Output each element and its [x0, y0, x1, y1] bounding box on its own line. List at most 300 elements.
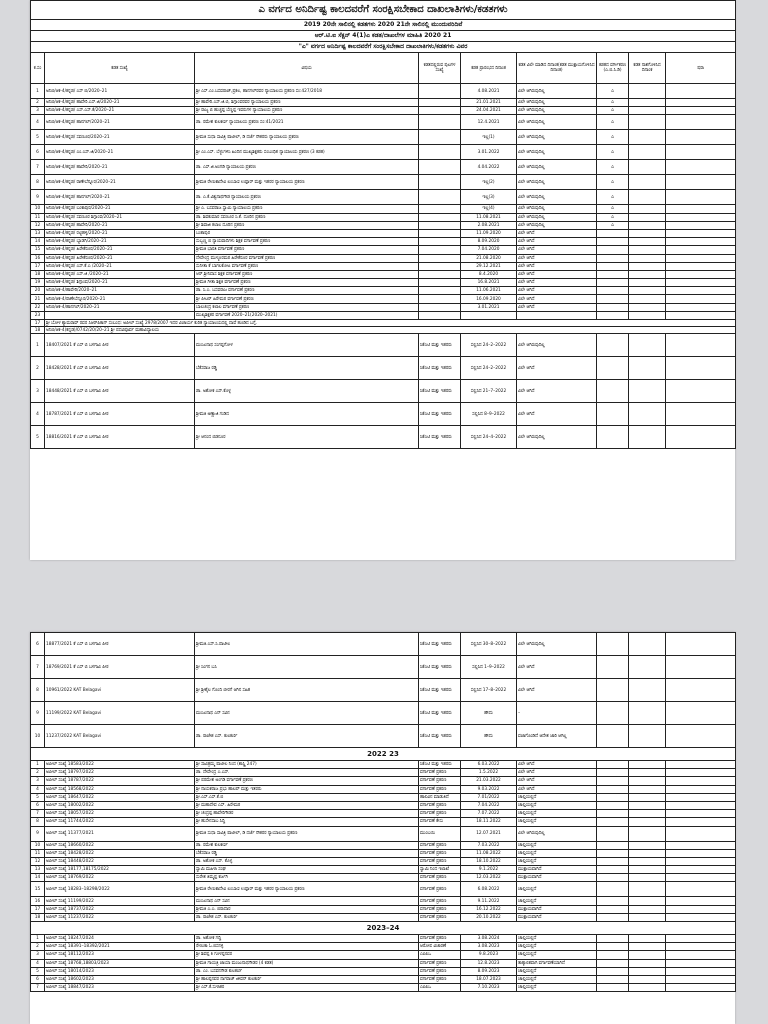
table-cell-subject: ಡಾ. ಸಿ.ಎ. ಬಸವರಾಜ ವರ್ಗಾವಣೆ ಪ್ರಕರಣ [195, 287, 419, 295]
table-row [31, 935, 736, 943]
table-row [31, 246, 736, 254]
row-number: 17 [31, 320, 45, 327]
table-cell-end: ವಿಲೇ ಆಗಿರುವುದಿಲ್ಲ [517, 190, 597, 205]
table-row [31, 874, 736, 882]
table-cell-remarks [666, 115, 736, 130]
table-cell- [629, 633, 666, 656]
table-cell-start: 8.09.2020 [461, 238, 517, 246]
table-cell-no: 4 [31, 403, 45, 426]
table-cell-file: ಅನಿಬಿ/ಆಕ-4/ಕನ್ನಡ/ ಹಾವೇರಿ.ಎಸ್.ಜಿ/2020–21 [45, 99, 195, 107]
table-cell-file: ಅಪೀಲ್ ಸಂಖ್ಯೆ 18448/2022 [45, 857, 195, 865]
note-text: ಶ್ರೀ ಬೋಳ ಶ್ಯಾಮರಾವ್ ರವರ ಸಿಆರ್‌ಪಿಕಾನ್ ಸಂಬಂಧ: ಅಪೀಲ್ ಸಂಖ್ಯೆ 2978/2007 ಇದರ ವಿಚಾರ್ಯ ಕುರಿತ ನ್ಯಾಯಾಲಯದಲ್ಲಿ ದಾವೆ ಹೂಡಿದ ಬಗ್ಗೆ. [45, 320, 736, 327]
table-row [31, 145, 736, 160]
table-row [31, 905, 736, 913]
table-cell-end: ವಿಲೇ ಆಗಿದೆ [517, 777, 597, 785]
table-cell-start: 16.09.2020 [461, 295, 517, 303]
table-cell-pages [419, 221, 461, 229]
table-cell-class: ಎ [597, 213, 629, 221]
table-cell- [597, 874, 629, 882]
table-cell-end: ವಿಲೇ ಆಗಿರುವುದಿಲ್ಲ [517, 205, 597, 213]
document-title: ಎ ವರ್ಗದ ಅನಿರ್ದಿಷ್ಟ ಕಾಲದವರೆಗೆ ಸಂರಕ್ಷಿಸಬೇಕಾದ ದಾಖಲಾತಿಗಳು/ಕಡತಗಳು [31, 1, 736, 20]
table-cell-subject: ಮಂಜುನಾಥ ಸಂಗಪ್ಪಗೋಳ [195, 334, 419, 357]
table-cell-class [597, 279, 629, 287]
table-cell- [629, 849, 666, 857]
year-heading: 2023–24 [31, 922, 736, 935]
table-row [31, 761, 736, 769]
table-cell-pages [419, 229, 461, 237]
table-cell-end: ಚಾಲ್ತಿಯಲ್ಲಿದೆ [517, 967, 597, 975]
table-cell-end: ವಿಲೇ ಆಗಿದೆ [517, 246, 597, 254]
table-cell-remarks [666, 107, 736, 115]
table-cell-start: 18.07.2023 [461, 975, 517, 983]
table-cell-pages: ವರ್ಗಾವಣೆ ಪ್ರಕರಣ [419, 897, 461, 905]
table-cell-no: 13 [31, 866, 45, 874]
table-cell-start: 9.1.2022 [461, 866, 517, 874]
table-cell- [629, 769, 666, 777]
table-cell-start: 11.08.2021 [461, 213, 517, 221]
table-cell-file: ಅನಿಬಿ/ಆಕ-4/ಕನ್ನಡ/ ಎಂ.ಎಸ್.ಜಿ/2020–21 [45, 145, 195, 160]
table-cell-pages [419, 238, 461, 246]
table-cell-start: 21.03.2022 [461, 777, 517, 785]
table-cell-file: ಅಪೀಲ್ ಸಂಖ್ಯೆ 18283–18298/2022 [45, 882, 195, 897]
table-row [31, 107, 736, 115]
table-cell-file: ಅಪೀಲ್ ಸಂಖ್ಯೆ 18647/2022 [45, 793, 195, 801]
table-cell-start: ಸಲ್ಲಿಸಿದ 17–8–2022 [461, 679, 517, 702]
table-cell-start: 9.8.2023 [461, 951, 517, 959]
table-cell-subject: ಸುಬ್ಬಣ್ಣ ಬಿ ನ್ಯಾಯವಾದಿಗಳು ಶಿಕ್ಷಕ ವರ್ಗಾವಣೆ ಪ್ರಕರಣ [195, 238, 419, 246]
table-cell-start: 7.01/2022 [461, 793, 517, 801]
table-cell-no: 8 [31, 679, 45, 702]
table-row [31, 951, 736, 959]
table-cell-subject: ಶ್ರೀ ಪರಮೇಶ ಅಂಗಡಿ ವರ್ಗಾವಣೆ ಪ್ರಕರಣ [195, 777, 419, 785]
table-cell-remarks [666, 311, 736, 319]
table-cell- [666, 841, 736, 849]
table-cell-no: 12 [31, 221, 45, 229]
table-cell-no: 7 [31, 160, 45, 175]
table-cell-start: ಸಲ್ಲಿಸಿದ 30–8–2022 [461, 633, 517, 656]
table-cell-subject: ಮುಖ್ಯಶಿಕ್ಷಕರ ವರ್ಗಾವಣೆ 2020–21(2020–2021) [195, 311, 419, 319]
table-cell-pages [419, 303, 461, 311]
table-cell- [597, 935, 629, 943]
table-cell-pages: ಸಿಕೆಎಟಿ ಮತ್ತು ಇತರರು [419, 725, 461, 748]
table-cell-subject: ಶ್ರೀ ಎಸ್.ಕೆ.ಸುಳಾಕರ [195, 984, 419, 992]
table-row [31, 213, 736, 221]
table-cell-subject: ಶ್ರೀಮತಿ ಅಣ್ಣಾಜಿ ಗುಡಿದ [195, 403, 419, 426]
table-cell-start: 4.08.2021 [461, 84, 517, 99]
table-cell-file: ಅಪೀಲ್ ಸಂಖ್ಯೆ 18769/2022 [45, 874, 195, 882]
table-row [31, 882, 736, 897]
table-cell- [666, 984, 736, 992]
table-cell-remarks [666, 702, 736, 725]
table-cell-pages: ಹಾಲಿವಿನ ಮಾಡುತಿದೆ [419, 793, 461, 801]
table-cell-subject: ಶ್ರೀ ಚಂದ್ರಪ್ಪ ಹಾವೇರಿಗೌಡರ [195, 810, 419, 818]
table-cell-start: 6.03.2022 [461, 761, 517, 769]
table-cell-no: 6 [31, 633, 45, 656]
kat-case-row [31, 426, 736, 449]
table-cell-pages: ಸಿಕೆಎಟಿ ಮತ್ತು ಇತರರು [419, 702, 461, 725]
table-cell-file: ಅನಿಬಿ/ಆಕ-4/ಕನ್ನಡ/ ಹಿರೇಕೆರೂರ/2020–21 [45, 254, 195, 262]
table-cell- [666, 810, 736, 818]
table-cell-no: 4 [31, 115, 45, 130]
table-cell- [597, 334, 629, 357]
document-page-1 [30, 0, 735, 560]
table-cell-subject: ಶ್ರೀಮತಿ ರೇಣುಕಾದೇವಿ ಲಂಬಾಣಿ ಉಪ್ಪಾರ್ ಮತ್ತು ಇತರರ ನ್ಯಾಯಾಲಯ ಪ್ರಕರಣ [195, 175, 419, 190]
table-row [31, 84, 736, 99]
table-cell-end: ಚಾಲ್ತಿಯಲ್ಲಿದೆ [517, 935, 597, 943]
table-cell-start: 12.4.2021 [461, 115, 517, 130]
table-cell- [629, 801, 666, 809]
table-cell-end: ಮುಕ್ತಾಯವಾಗಿದೆ [517, 905, 597, 913]
table-cell- [597, 818, 629, 826]
table-cell-start: ಸಲ್ಲಿಸಿದ 21–7–2022 [461, 380, 517, 403]
table-cell-end: ವಿಲೇ ಆಗಿರುವುದಿಲ್ಲ [517, 633, 597, 656]
document-page-2 [30, 632, 735, 1024]
table-cell-subject: ಶ್ರೀ ಎಂ.ಎಸ್. ಬೆಳ್ಳುಗಳಿಸಿ ಹಿಂದಿನ ಮುಖ್ಯಶಿಕ್ಷಕರು ಸಂಬಂಧಿತ ನ್ಯಾಯಾಲಯ ಪ್ರಕರಣ (3 ಕಡತ) [195, 145, 419, 160]
table-cell-pages [419, 279, 461, 287]
table-row [31, 959, 736, 967]
table-cell- [597, 679, 629, 702]
table-cell-start: 21.01.2021 [461, 99, 517, 107]
table-cell-start: ಸಲ್ಲಿಸಿದ 24–4–2022 [461, 426, 517, 449]
table-cell-subject: ಶ್ರೀ ರಾಜ್ಯ ಬಿ ಹುಚ್ಚಪ್ಪ ಬೆಣ್ಣಪ್ಪ ಇವರುಗಳ ನ್ಯಾಯಾಲಯ ಪ್ರಕರಣ [195, 107, 419, 115]
table-cell-pages: ವರ್ಗಾವಣೆ ಪ್ರಕರಣ [419, 841, 461, 849]
table-cell- [597, 793, 629, 801]
table-cell-subject: ಶ್ರೀ ಹಾವೇರಿ.ಎಸ್.ಜಿ.ಬಿ, ಶಿಗ್ಗಾಂವರವರ ನ್ಯಾಯಾಲಯ ಪ್ರಕರಣ [195, 99, 419, 107]
table-row [31, 115, 736, 130]
table-cell- [666, 426, 736, 449]
table-cell-file: ಅನಿಬಿ/ಆಕ-4/ಕನ್ನಡ/ ಹಾವೇರಿ/2020–21 [45, 221, 195, 229]
table-cell-subject: ಡಾ. ಅಶೋಕ ಎಸ್.ಕೊಳ್ಳ [195, 380, 419, 403]
table-cell-end: ಚಾಲ್ತಿಯಲ್ಲಿದೆ [517, 857, 597, 865]
table-cell-end: ವಿಲೇ ಆಗಿರುವುದಿಲ್ಲ [517, 145, 597, 160]
table-cell-start: 24.04.2021 [461, 107, 517, 115]
table-cell-no: 7 [31, 656, 45, 679]
column-header: ಕ.ಸಂ [31, 53, 45, 84]
table-cell- [666, 334, 736, 357]
column-header: ಷರಾ [666, 53, 736, 84]
table-cell-pages: ಸ್ವಾಮಿ ನಿಂದ ಇಲಾಖೆ [419, 866, 461, 874]
table-row [31, 793, 736, 801]
table-cell-no: 6 [31, 975, 45, 983]
table-cell-no: 22 [31, 303, 45, 311]
table-cell- [666, 849, 736, 857]
table-cell-pages [419, 205, 461, 213]
table-cell-file: ಅಪೀಲ್ ಸಂಖ್ಯೆ 18768,18803/2023 [45, 959, 195, 967]
table-cell- [629, 984, 666, 992]
table-cell-end [517, 311, 597, 319]
table-cell-file: ಅನಿಬಿ/ಆಕ-4/ಕನ್ನಡ/ ಎಸ್ ಬಿ/2020–21 [45, 84, 195, 99]
table-cell-pages: ವರ್ಗಾವಣೆ ಪ್ರಕರಣ [419, 959, 461, 967]
table-cell-subject: ಬಂಕಾಪುರ [195, 229, 419, 237]
note-text: ಅನಿಬಿ/ಆಕ-4(ಕನ್ನಡ)/0742/20/20–21 ಶ್ರೀ ಪದವಿಪೂರ್ವ ಮಹಾವಿದ್ಯಾಲಯ [45, 327, 736, 334]
table-cell-no: 3 [31, 777, 45, 785]
table-cell- [666, 818, 736, 826]
year-heading: 2022 23 [31, 748, 736, 761]
table-cell-remarks [666, 221, 736, 229]
table-cell-no: 12 [31, 857, 45, 865]
table-cell-destroyed [629, 145, 666, 160]
table-cell-start: 7.04.2022 [461, 801, 517, 809]
table-cell-destroyed [629, 254, 666, 262]
table-cell-file: ಅಪೀಲ್ ಸಂಖ್ಯೆ 18602/2023 [45, 975, 195, 983]
table-cell-remarks [666, 175, 736, 190]
table-cell-no: 7 [31, 984, 45, 992]
table-cell-start: ಸಲ್ಲಿಸಿದ 1–9–2022 [461, 656, 517, 679]
table-cell-pages [419, 107, 461, 115]
table-cell-destroyed [629, 279, 666, 287]
table-cell-subject: ಡಾ. ಎ.ಕೆ.ವಿಶ್ವನಾಥಗೌಡ ನ್ಯಾಯಾಲಯ ಪ್ರಕರಣ [195, 190, 419, 205]
table-cell-file: ಅನಿಬಿ/ಆಕ-4/ಕನ್ನಡ/ ಹಾನಗಲ್/2020–21 [45, 190, 195, 205]
table-cell-file: ಅನಿಬಿ/ಆಕ-4/ಕನ್ನಡ/ ರಟ್ಟಿಹಳ್ಳಿ/2020–21 [45, 229, 195, 237]
table-cell-file: ಅಪೀಲ್ ಸಂಖ್ಯೆ 18568/2022 [45, 785, 195, 793]
table-cell- [597, 967, 629, 975]
table-cell-file: ಅನಿಬಿ/ಆಕ-4/ಕನ್ನಡ/ ಬ್ಯಾಡಗಿ/2020–21 [45, 238, 195, 246]
table-cell-start: 11.06.2021 [461, 287, 517, 295]
note-row [31, 320, 736, 327]
continuation-table [30, 632, 736, 992]
table-cell- [597, 777, 629, 785]
table-row [31, 221, 736, 229]
table-cell- [597, 943, 629, 951]
table-cell- [597, 633, 629, 656]
table-cell- [629, 761, 666, 769]
table-cell-file: ಅನಿಬಿ/ಆಕ-4/ಕನ್ನಡ/ ಬಂಕಾಪುರ/2020–21 [45, 205, 195, 213]
table-cell-no: 18 [31, 913, 45, 921]
table-cell-no: 16 [31, 897, 45, 905]
table-cell-file: ಅಪೀಲ್ ಸಂಖ್ಯೆ 18177,18175/2022 [45, 866, 195, 874]
kat-case-row [31, 679, 736, 702]
kat-case-row [31, 334, 736, 357]
table-cell-start: 12.07.2021 [461, 826, 517, 841]
table-cell- [597, 403, 629, 426]
table-cell-start: 11.09.2020 [461, 229, 517, 237]
table-cell- [666, 943, 736, 951]
table-cell-remarks [666, 633, 736, 656]
table-cell-subject: ಡಾ. ರಾಜೇಶ ಎಸ್. ಕುಲಕರ್ಣಿ [195, 725, 419, 748]
table-cell- [597, 357, 629, 380]
table-cell- [597, 849, 629, 857]
table-cell-subject: ಸ್ವಾಮಿ ಮಹಿಳಾ ಸಂಘ [195, 866, 419, 874]
table-cell-start: 12.8.2023 [461, 959, 517, 967]
table-cell-file: ಅಪೀಲ್ ಸಂಖ್ಯೆ 18002/2022 [45, 801, 195, 809]
kat-case-row [31, 656, 736, 679]
table-cell-file: 10961/2022 KAT Belagavi [45, 679, 195, 702]
note-row [31, 327, 736, 334]
table-cell-remarks [666, 84, 736, 99]
table-cell-destroyed [629, 175, 666, 190]
table-cell-pages [419, 246, 461, 254]
table-cell- [629, 777, 666, 785]
table-cell-end: ವಿಲೇ ಆಗಿರುವುದಿಲ್ಲ [517, 175, 597, 190]
table-row [31, 205, 736, 213]
table-row [31, 975, 736, 983]
table-cell-subject: ಶ್ರೀ ಸಾವಿತ್ರಮ್ಮ ಪಾಟೀಲ ನಿಂದ (ಶಾಸ್ತ್ರಿ 247) [195, 761, 419, 769]
table-cell-remarks [666, 99, 736, 107]
table-row [31, 866, 736, 874]
table-cell-destroyed [629, 205, 666, 213]
table-cell-remarks [666, 213, 736, 221]
table-cell-remarks [666, 725, 736, 748]
table-cell-end: ಚಾಲ್ತಿಯಲ್ಲಿದೆ [517, 793, 597, 801]
column-header: ಕಡತ ಸಂಖ್ಯೆ [45, 53, 195, 84]
table-cell-pages: ವರ್ಗಾವಣೆ ಪ್ರಕರಣ [419, 905, 461, 913]
table-cell-end: ಚಾಲ್ತಿಯಲ್ಲಿದೆ [517, 818, 597, 826]
table-cell-start: 12.03.2022 [461, 874, 517, 882]
table-cell- [666, 866, 736, 874]
table-cell-no: 1 [31, 761, 45, 769]
table-cell-pages: ವರ್ಗಾವಣೆ ಪ್ರಕರಣ [419, 967, 461, 975]
table-cell-no: 11 [31, 849, 45, 857]
table-cell-start: 3.01.2021 [461, 303, 517, 311]
table-cell-pages: ಸಿಕೆಎಟಿ ಮತ್ತು ಇತರರು [419, 679, 461, 702]
table-cell-end: ವಿಲೇ ಆಗಿದೆ [517, 295, 597, 303]
table-cell-destroyed [629, 160, 666, 175]
table-cell-subject: ಶ್ರೀ ಎಸ್.ಎಂ.ಬಸವರಾಜ್,ಪ್ರಕಲ, ಹಾನಗಲ್‌ರವರ ನ್ಯಾಯಾಲಯ ಪ್ರಕರಣ ಸಂ:427/2018 [195, 84, 419, 99]
table-cell-file: ಅನಿಬಿ/ಆಕ-4/ಕನ್ನಡ/ ಹಾವೇರಿ/2020–21 [45, 160, 195, 175]
table-cell- [666, 761, 736, 769]
table-cell-pages [419, 213, 461, 221]
table-cell-remarks [666, 270, 736, 278]
table-cell-end: ಮುಕ್ತಾಯವಾಗಿದೆ [517, 866, 597, 874]
table-cell-end: ವಿಲೇ ಆಗಿರುವುದಿಲ್ಲ [517, 334, 597, 357]
table-cell-start: ಸಲ್ಲಿಸಿದ 8–9–2022 [461, 403, 517, 426]
table-cell- [629, 656, 666, 679]
table-cell- [666, 801, 736, 809]
table-cell- [629, 818, 666, 826]
table-cell-end: ಮುಕ್ತಾಯವಾಗಿದೆ [517, 913, 597, 921]
table-cell-end: ವಿಲೇ ಆಗಿದೆ [517, 238, 597, 246]
table-cell-file: 18428/2021 ಕೆ ಎಸ್ ಬಿ ಬಳಗಾವಿ ಪೀಠ [45, 357, 195, 380]
table-cell-class [597, 311, 629, 319]
table-cell-file: ಅಪೀಲ್ ಸಂಖ್ಯೆ 18847/2023 [45, 984, 195, 992]
table-cell-subject: ಶ್ರೀ ಎ. ಬಸವರಾಜ ಸ್ವಾಮಿ ನ್ಯಾಯಾಲಯ ಪ್ರಕರಣ [195, 205, 419, 213]
table-cell-file: 18787/2021 ಕೆ ಎಸ್ ಬಿ ಬಳಗಾವಿ ಪೀಠ [45, 403, 195, 426]
table-cell-remarks [666, 679, 736, 702]
table-cell-end: ವಿಲೇ ಆಗಿರುವುದಿಲ್ಲ [517, 160, 597, 175]
table-cell- [597, 785, 629, 793]
table-cell-destroyed [629, 99, 666, 107]
table-cell-end: ವಿಲೇ ಆಗಿದೆ [517, 229, 597, 237]
table-cell-pages: ವರ್ಗಾವಣೆ ಪ್ರಕರಣ [419, 975, 461, 983]
table-cell-start: 9.11.2022 [461, 897, 517, 905]
table-cell-destroyed [629, 238, 666, 246]
table-cell-file: ಅನಿಬಿ/ಆಕ-4/ಕನ್ನಡ/ ಹಾನಗಲ್/2020–21 [45, 115, 195, 130]
table-cell-end: ಚಾಲ್ತಿಯಲ್ಲಿದೆ [517, 943, 597, 951]
table-cell- [666, 905, 736, 913]
table-cell-end: ವಿಲೇ ಆಗಿರುವುದಿಲ್ಲ [517, 130, 597, 145]
table-cell-class [597, 229, 629, 237]
table-cell-subject: ಶ್ರೀ ಹಾಲಪ್ಪನವರ ನಾಗರಾಜ್ ಜೀವನ್ ಕುಲಕರ್ಣಿ [195, 975, 419, 983]
table-cell-pages [419, 160, 461, 175]
table-cell-pages [419, 295, 461, 303]
table-cell-remarks [666, 262, 736, 270]
table-cell- [666, 874, 736, 882]
table-cell- [666, 403, 736, 426]
table-cell- [666, 793, 736, 801]
table-cell-subject: ಶ್ರೀ ಸಿಂಗನ ಬಸಿ [195, 656, 419, 679]
table-cell-remarks [666, 295, 736, 303]
table-cell-subject: ಆರ್.ಶ್ರೀನಿವಾಸ ಶಿಕ್ಷಕ ವರ್ಗಾವಣೆ ಪ್ರಕರಣ [195, 270, 419, 278]
table-cell-class [597, 270, 629, 278]
table-cell-start: 18.10.2022 [461, 857, 517, 865]
table-cell-start: 7.03.2022 [461, 841, 517, 849]
table-cell-end: ವಿಲೇ ಆಗಿರುವುದಿಲ್ಲ [517, 221, 597, 229]
table-cell-end: ವಿಲೇ ಆಗಿದೆ [517, 303, 597, 311]
table-cell-end: ವಿಲೇ ಆಗಿದೆ [517, 769, 597, 777]
table-cell-pages [419, 145, 461, 160]
table-cell- [597, 725, 629, 748]
table-cell-subject: ಶ್ರೀ ನಾಯಕರಾಜ ಪ್ರಭು ಹಾಲಪ್ ಮತ್ತು ಇತರರು [195, 785, 419, 793]
table-cell-start: 7.10.2023 [461, 984, 517, 992]
table-cell- [629, 403, 666, 426]
table-cell-pages: ಸಿಕೆಎಟಿ ಮತ್ತು ಇತರರು [419, 403, 461, 426]
table-cell-file: ಅಪೀಲ್ ಸಂಖ್ಯೆ 11199/2022 [45, 897, 195, 905]
table-cell-pages: ಸಿಕೆಎಟಿ ಮತ್ತು ಇತರರು [419, 633, 461, 656]
table-cell-pages: ವರ್ಗಾವಣೆ ಪ್ರಕರಣ [419, 913, 461, 921]
table-cell- [666, 777, 736, 785]
table-cell-end: ವಿಲೇ ಆಗಿದೆ [517, 785, 597, 793]
table-cell-class [597, 262, 629, 270]
table-cell-file: ಅನಿಬಿ/ಆಕ-4/ಹಾವೇರಿ/2020–21 [45, 287, 195, 295]
table-cell-end: ವಿಲೇ ಆಗಿರುವುದಿಲ್ಲ [517, 213, 597, 221]
table-cell-destroyed [629, 262, 666, 270]
table-cell- [666, 913, 736, 921]
table-cell-pages [419, 190, 461, 205]
table-cell-no: 15 [31, 882, 45, 897]
table-cell-destroyed [629, 229, 666, 237]
column-header: ಕಡತದಲ್ಲಿರುವ ಪುಟಗಳ ಸಂಖ್ಯೆ [419, 53, 461, 84]
table-cell-file: ಅನಿಬಿ/ಆಕ-4/ಕನ್ನಡ/ ರಾಣೇಬೆನ್ನೂರ/2020–21 [45, 175, 195, 190]
table-cell-file: ಅನಿಬಿ/ಆಕ-4/ಹಾನಗಲ್/2020–21 [45, 303, 195, 311]
table-cell-pages: ವರ್ಗಾವಣೆ ಪ್ರಕರಣ [419, 801, 461, 809]
table-cell-start: 8.09.2023 [461, 967, 517, 975]
table-cell-file: ಅಪೀಲ್ ಸಂಖ್ಯೆ 11744/2022 [45, 818, 195, 826]
table-cell-destroyed [629, 130, 666, 145]
table-cell-start: 16.8.2021 [461, 279, 517, 287]
table-cell-remarks [666, 246, 736, 254]
table-cell-file: ಅನಿಬಿ/ಆಕ-4/ಕನ್ನಡ/ ಸವಣೂರ/2020–21 [45, 130, 195, 145]
table-cell-pages: ಸಿಕೆಎಟಿ ಮತ್ತು ಇತರರು [419, 357, 461, 380]
table-row [31, 160, 736, 175]
table-row [31, 238, 736, 246]
table-cell- [597, 857, 629, 865]
table-cell-subject: ಬಾಲಚಂದ್ರ ಕಲಾಲ ವರ್ಗಾವಣೆ ಪ್ರಕರಣ [195, 303, 419, 311]
table-cell-file: 18407/2021 ಕೆ ಎಸ್ ಬಿ ಬಳಗಾವಿ ಪೀಠ [45, 334, 195, 357]
table-cell-destroyed [629, 107, 666, 115]
table-cell- [597, 656, 629, 679]
table-cell-remarks [666, 190, 736, 205]
table-row [31, 262, 736, 270]
table-cell-start: 3.08.2024 [461, 935, 517, 943]
table-cell-destroyed [629, 295, 666, 303]
table-cell-file: ಅಪೀಲ್ ಸಂಖ್ಯೆ 18014/2023 [45, 967, 195, 975]
table-cell-no: 14 [31, 874, 45, 882]
table-cell- [629, 935, 666, 943]
table-cell-no: 9 [31, 702, 45, 725]
table-cell- [629, 785, 666, 793]
table-cell-start: 1.5.2022 [461, 769, 517, 777]
table-cell-start: ಸಲ್ಲಿಸಿದ 24–2–2022 [461, 334, 517, 357]
table-cell-end: ಚಾಲ್ತಿಯಲ್ಲಿದೆ [517, 801, 597, 809]
table-cell-start: ಇಲ್ಲ(4) [461, 205, 517, 213]
table-cell-start: ಹೌದು [461, 702, 517, 725]
table-cell-start: 7.04.2020 [461, 246, 517, 254]
table-cell-no: 15 [31, 246, 45, 254]
table-cell-no: 17 [31, 262, 45, 270]
table-cell-remarks [666, 656, 736, 679]
table-cell- [629, 357, 666, 380]
table-cell-end: ತಾತ್ಕಾಲಿಕವಾಗಿ ವರ್ಗಾವಣೆಯಾಗಿದೆ [517, 959, 597, 967]
